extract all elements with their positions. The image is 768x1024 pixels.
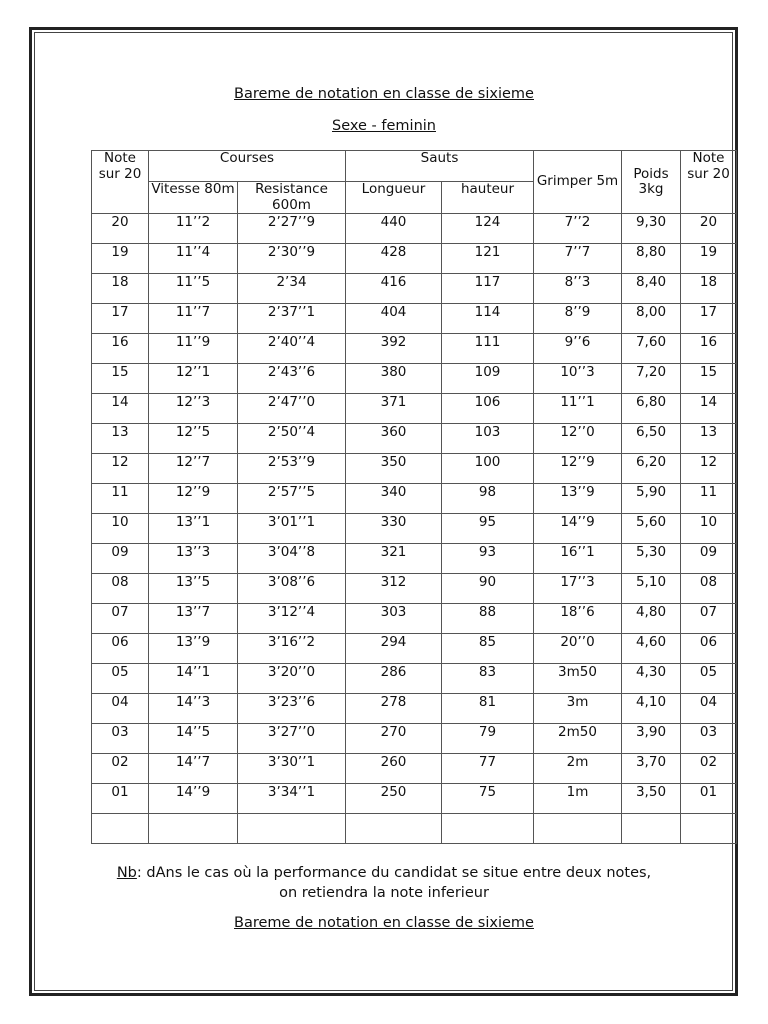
- table-cell: 16: [92, 334, 149, 364]
- table-cell: 19: [681, 244, 737, 274]
- table-cell: 9,30: [622, 214, 681, 244]
- table-cell: 10’’3: [534, 364, 622, 394]
- table-row: [92, 454, 737, 484]
- table-cell: 18: [92, 274, 149, 304]
- table-cell: 4,60: [622, 634, 681, 664]
- table-cell: 13’’3: [149, 544, 238, 574]
- table-cell: 11’’2: [149, 214, 238, 244]
- table-cell: 6,80: [622, 394, 681, 424]
- table-row: [92, 364, 737, 394]
- table-cell: 13’’9: [149, 634, 238, 664]
- table-cell: 5,60: [622, 514, 681, 544]
- table-cell: 8,00: [622, 304, 681, 334]
- table-cell: 4,30: [622, 664, 681, 694]
- table-cell: 250: [346, 784, 442, 814]
- table-cell: 294: [346, 634, 442, 664]
- table-row: [92, 304, 737, 334]
- table-cell: 3,50: [622, 784, 681, 814]
- header-resistance: Resistance 600m: [238, 182, 346, 214]
- table-cell: 114: [442, 304, 534, 334]
- table-cell: 440: [346, 214, 442, 244]
- table-row: [92, 574, 737, 604]
- table-cell: 81: [442, 694, 534, 724]
- table-cell: 19: [92, 244, 149, 274]
- table-cell: 7,60: [622, 334, 681, 364]
- table-cell: 3’23’’6: [238, 694, 346, 724]
- table-cell: [92, 814, 149, 844]
- table-cell: 93: [442, 544, 534, 574]
- table-body: [92, 214, 737, 844]
- table-cell: 2’27’’9: [238, 214, 346, 244]
- table-cell: 08: [681, 574, 737, 604]
- table-cell: 3,90: [622, 724, 681, 754]
- table-cell: 2’37’’1: [238, 304, 346, 334]
- header-hauteur: hauteur: [442, 182, 534, 214]
- table-cell: 11’’5: [149, 274, 238, 304]
- table-cell: 03: [92, 724, 149, 754]
- table-cell: 14’’9: [534, 514, 622, 544]
- table-cell: 7’’2: [534, 214, 622, 244]
- table-cell: 17: [92, 304, 149, 334]
- table-cell: 3m50: [534, 664, 622, 694]
- table-cell: 14: [92, 394, 149, 424]
- header-grimper: Grimper 5m: [534, 151, 622, 214]
- table-cell: [534, 814, 622, 844]
- table-cell: 90: [442, 574, 534, 604]
- table-cell: 13: [92, 424, 149, 454]
- table-cell: 7’’7: [534, 244, 622, 274]
- table-cell: 20: [681, 214, 737, 244]
- table-cell: 12’’0: [534, 424, 622, 454]
- table-row: [92, 244, 737, 274]
- table-cell: 14’’5: [149, 724, 238, 754]
- table-cell: 12’’7: [149, 454, 238, 484]
- table-cell: 3’27’’0: [238, 724, 346, 754]
- table-cell: 416: [346, 274, 442, 304]
- table-cell: 05: [92, 664, 149, 694]
- table-cell: 121: [442, 244, 534, 274]
- header-note-sur-20-right: Note sur 20: [681, 151, 737, 214]
- note-line-1: [0, 863, 768, 883]
- table-cell: 124: [442, 214, 534, 244]
- table-cell: 14’’7: [149, 754, 238, 784]
- table-cell: 16’’1: [534, 544, 622, 574]
- table-cell: 3’01’’1: [238, 514, 346, 544]
- table-cell: 103: [442, 424, 534, 454]
- table-cell: 312: [346, 574, 442, 604]
- header-poids: Poids 3kg: [622, 151, 681, 214]
- table-cell: 428: [346, 244, 442, 274]
- table-cell: 20’’0: [534, 634, 622, 664]
- table-cell: 03: [681, 724, 737, 754]
- table-row: [92, 394, 737, 424]
- table-cell: 18’’6: [534, 604, 622, 634]
- table-cell: 79: [442, 724, 534, 754]
- table-cell: [681, 814, 737, 844]
- table-cell: 3’34’’1: [238, 784, 346, 814]
- table-cell: 286: [346, 664, 442, 694]
- table-cell: 2’43’’6: [238, 364, 346, 394]
- table-cell: 2’34: [238, 274, 346, 304]
- table-cell: 02: [92, 754, 149, 784]
- table-cell: 11’’4: [149, 244, 238, 274]
- table-cell: 11: [92, 484, 149, 514]
- table-cell: 9’’6: [534, 334, 622, 364]
- table-cell: 10: [681, 514, 737, 544]
- table-cell: 1m: [534, 784, 622, 814]
- header-longueur: Longueur: [346, 182, 442, 214]
- table-cell: 12: [681, 454, 737, 484]
- table-cell: [442, 814, 534, 844]
- table-row: [92, 214, 737, 244]
- header-note-sur-20: Note sur 20: [92, 151, 149, 214]
- table-cell: 2’40’’4: [238, 334, 346, 364]
- table-cell: 11: [681, 484, 737, 514]
- table-cell: 13’’9: [534, 484, 622, 514]
- table-cell: 2’50’’4: [238, 424, 346, 454]
- table-cell: 330: [346, 514, 442, 544]
- table-cell: 321: [346, 544, 442, 574]
- table-cell: 303: [346, 604, 442, 634]
- table-cell: 3’30’’1: [238, 754, 346, 784]
- table-cell: 278: [346, 694, 442, 724]
- header-sauts: Sauts: [346, 151, 534, 182]
- table-cell: 3,70: [622, 754, 681, 784]
- table-cell: 2m50: [534, 724, 622, 754]
- table-cell: 05: [681, 664, 737, 694]
- table-cell: 85: [442, 634, 534, 664]
- table-cell: 15: [681, 364, 737, 394]
- table-cell: 16: [681, 334, 737, 364]
- grading-table: [91, 150, 737, 844]
- table-cell: 5,90: [622, 484, 681, 514]
- table-cell: 13’’7: [149, 604, 238, 634]
- table-cell: 09: [681, 544, 737, 574]
- note-text-1: : dAns le cas où la performance du candidat se situe entre deux notes,: [136, 865, 652, 881]
- table-cell: 3’04’’8: [238, 544, 346, 574]
- table-cell: 380: [346, 364, 442, 394]
- table-cell: 6,20: [622, 454, 681, 484]
- table-cell: 75: [442, 784, 534, 814]
- table-row: [92, 544, 737, 574]
- table-cell: 14’’3: [149, 694, 238, 724]
- table-cell: 10: [92, 514, 149, 544]
- table-cell: 8’’9: [534, 304, 622, 334]
- table-cell: 17’’3: [534, 574, 622, 604]
- table-row: [92, 694, 737, 724]
- table-cell: 392: [346, 334, 442, 364]
- table-row: [92, 814, 737, 844]
- table-cell: 07: [681, 604, 737, 634]
- table-cell: 3’16’’2: [238, 634, 346, 664]
- table-cell: 12’’9: [149, 484, 238, 514]
- table-row: [92, 424, 737, 454]
- table-cell: [622, 814, 681, 844]
- table-cell: 98: [442, 484, 534, 514]
- table-cell: 01: [92, 784, 149, 814]
- table-cell: 3’08’’6: [238, 574, 346, 604]
- table-cell: [238, 814, 346, 844]
- table-cell: 13’’5: [149, 574, 238, 604]
- table-cell: 09: [92, 544, 149, 574]
- table-cell: 111: [442, 334, 534, 364]
- table-cell: 20: [92, 214, 149, 244]
- table-cell: 12’’3: [149, 394, 238, 424]
- table-cell: [149, 814, 238, 844]
- table-cell: 8,40: [622, 274, 681, 304]
- table-cell: 6,50: [622, 424, 681, 454]
- table-cell: 260: [346, 754, 442, 784]
- table-row: [92, 724, 737, 754]
- table-cell: 11’’9: [149, 334, 238, 364]
- table-row: [92, 514, 737, 544]
- table-cell: 12: [92, 454, 149, 484]
- table-cell: 14’’1: [149, 664, 238, 694]
- table-row: [92, 274, 737, 304]
- table-cell: 2’47’’0: [238, 394, 346, 424]
- table-cell: 100: [442, 454, 534, 484]
- document-title: Bareme de notation en classe de sixieme: [234, 86, 534, 102]
- table-row: [92, 604, 737, 634]
- table-cell: 08: [92, 574, 149, 604]
- table-cell: 04: [92, 694, 149, 724]
- table-cell: 404: [346, 304, 442, 334]
- table-cell: 83: [442, 664, 534, 694]
- table-cell: 12’’9: [534, 454, 622, 484]
- table-cell: 371: [346, 394, 442, 424]
- table-cell: 01: [681, 784, 737, 814]
- table-cell: 109: [442, 364, 534, 394]
- table-row: [92, 784, 737, 814]
- note-line-2: on retiendra la note inferieur: [279, 885, 489, 901]
- table-cell: 14’’9: [149, 784, 238, 814]
- footer-title: Bareme de notation en classe de sixieme: [234, 915, 534, 931]
- table-cell: 04: [681, 694, 737, 724]
- table-cell: 12’’5: [149, 424, 238, 454]
- table-cell: [346, 814, 442, 844]
- table-cell: 3’20’’0: [238, 664, 346, 694]
- table-cell: 5,30: [622, 544, 681, 574]
- table-cell: 18: [681, 274, 737, 304]
- table-cell: 270: [346, 724, 442, 754]
- table-cell: 12’’1: [149, 364, 238, 394]
- table-row: [92, 334, 737, 364]
- table-cell: 02: [681, 754, 737, 784]
- table-cell: 360: [346, 424, 442, 454]
- table-cell: 06: [681, 634, 737, 664]
- header-courses: Courses: [149, 151, 346, 182]
- table-cell: 2m: [534, 754, 622, 784]
- table-cell: 15: [92, 364, 149, 394]
- table-cell: 4,10: [622, 694, 681, 724]
- table-cell: 95: [442, 514, 534, 544]
- table-cell: 4,80: [622, 604, 681, 634]
- table-cell: 2’53’’9: [238, 454, 346, 484]
- table-cell: 340: [346, 484, 442, 514]
- table-row: [92, 634, 737, 664]
- table-cell: 2’30’’9: [238, 244, 346, 274]
- table-cell: 5,10: [622, 574, 681, 604]
- table-row: [92, 664, 737, 694]
- table-cell: 06: [92, 634, 149, 664]
- table-cell: 3m: [534, 694, 622, 724]
- table-row: [92, 754, 737, 784]
- table-cell: 77: [442, 754, 534, 784]
- table-cell: 13: [681, 424, 737, 454]
- table-cell: 8,80: [622, 244, 681, 274]
- table-cell: 11’’7: [149, 304, 238, 334]
- table-cell: 350: [346, 454, 442, 484]
- table-cell: 3’12’’4: [238, 604, 346, 634]
- table-cell: 17: [681, 304, 737, 334]
- table-cell: 7,20: [622, 364, 681, 394]
- table-cell: 14: [681, 394, 737, 424]
- table-cell: 117: [442, 274, 534, 304]
- table-cell: 13’’1: [149, 514, 238, 544]
- note-block: [0, 863, 768, 903]
- table-row: [92, 484, 737, 514]
- table-cell: 8’’3: [534, 274, 622, 304]
- table-cell: 2’57’’5: [238, 484, 346, 514]
- note-label: Nb: [116, 865, 137, 881]
- table-cell: 88: [442, 604, 534, 634]
- document-subtitle: Sexe - feminin: [332, 118, 436, 134]
- table-cell: 11’’1: [534, 394, 622, 424]
- table-cell: 106: [442, 394, 534, 424]
- table-cell: 07: [92, 604, 149, 634]
- header-vitesse: Vitesse 80m: [149, 182, 238, 214]
